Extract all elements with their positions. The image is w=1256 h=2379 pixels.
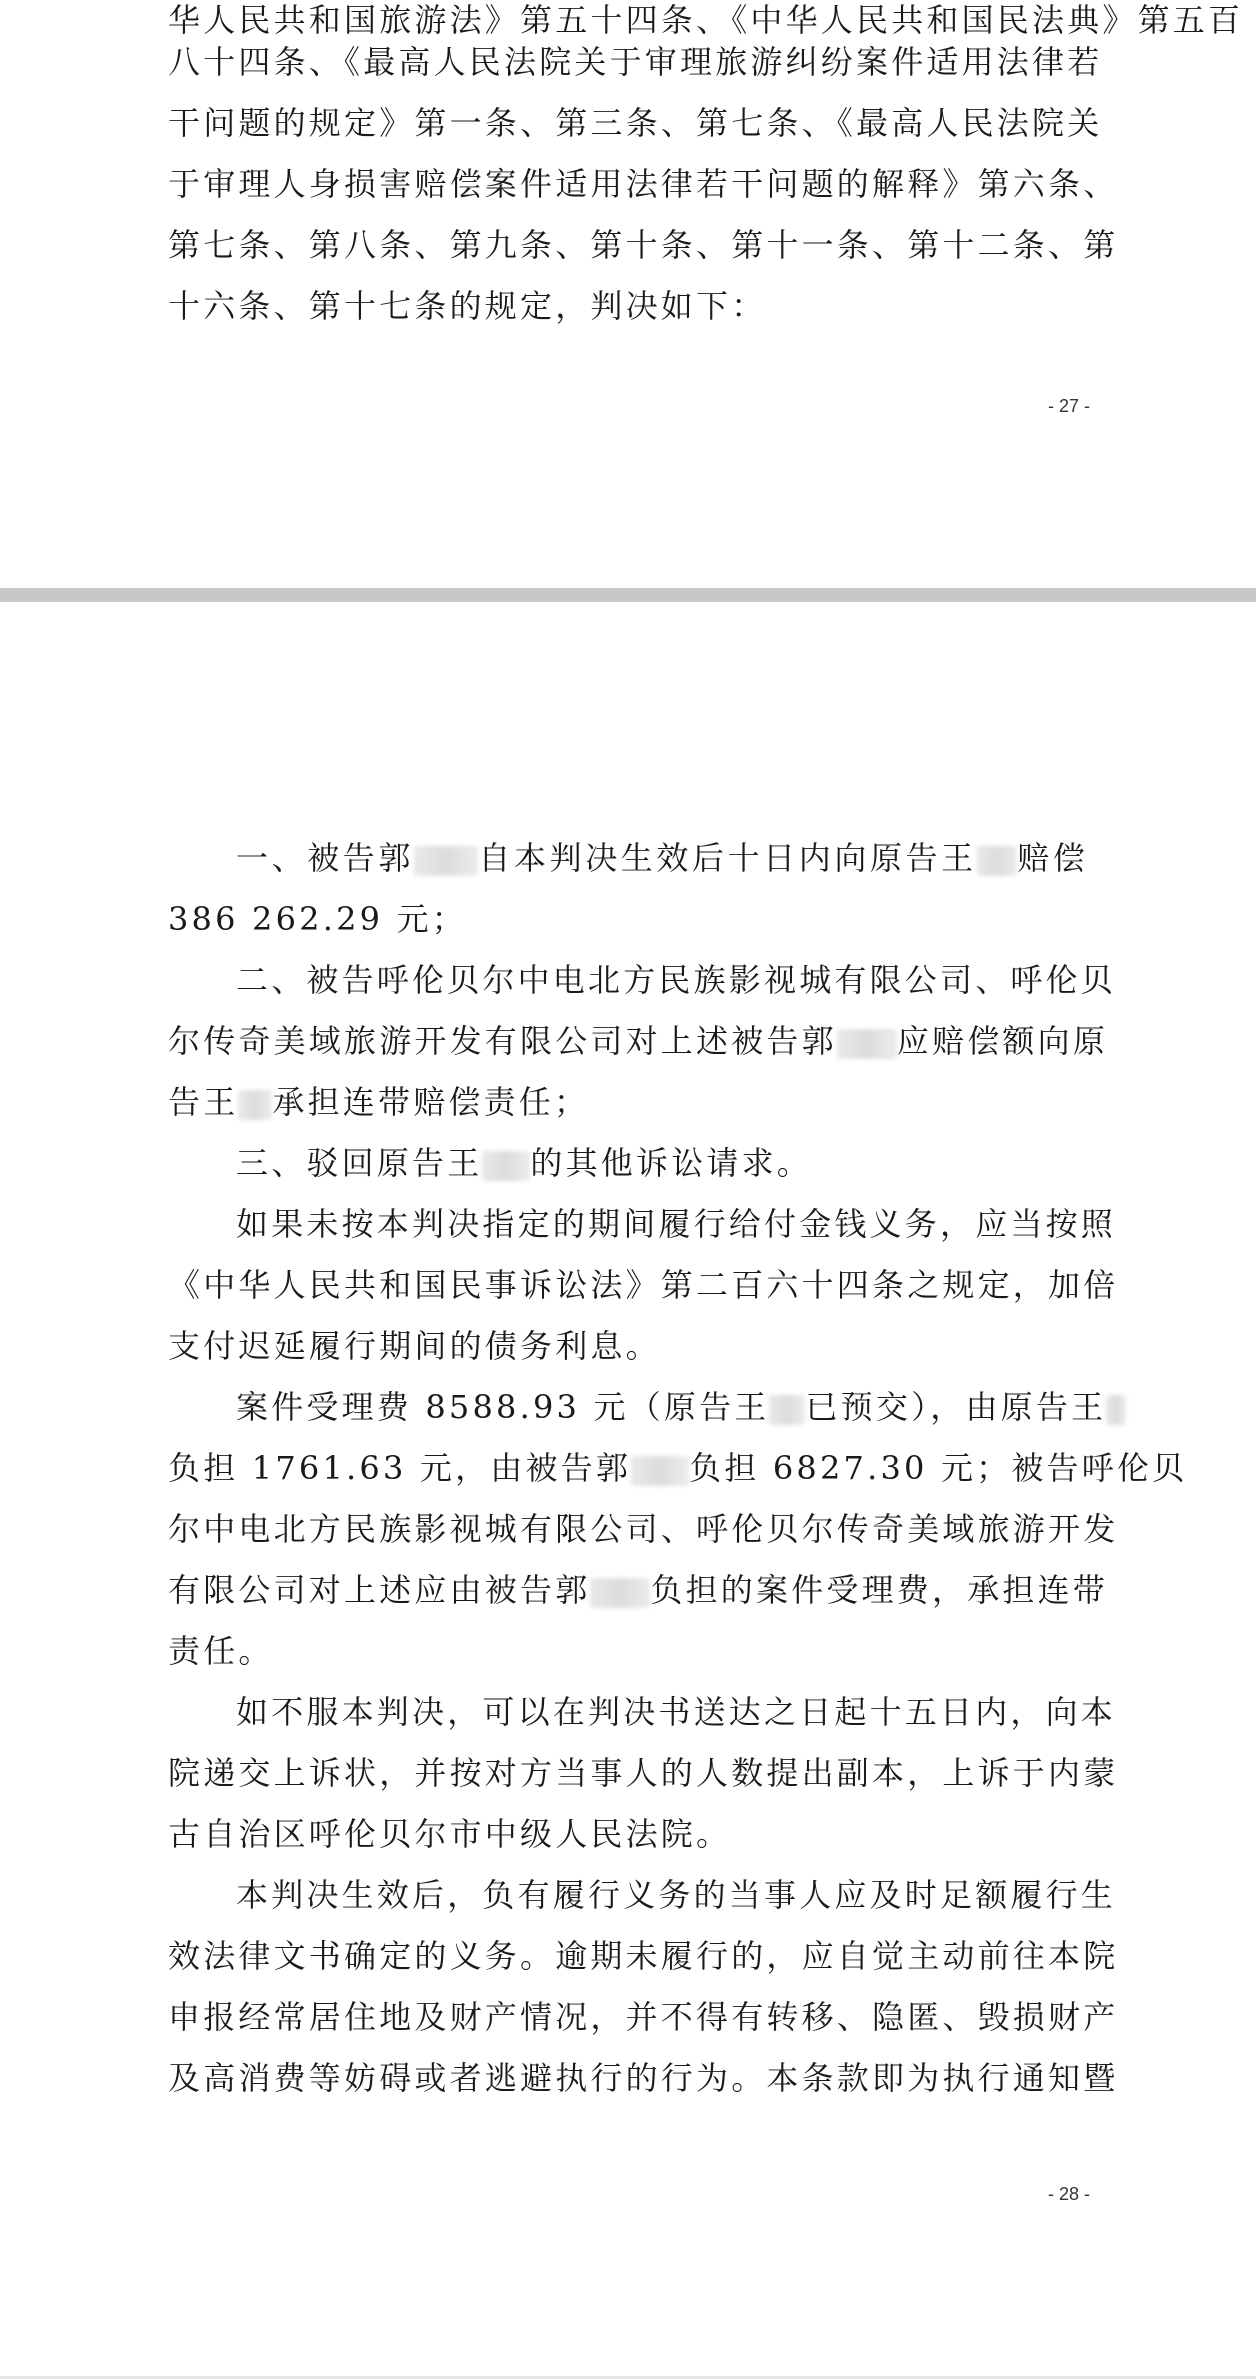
redacted-name xyxy=(482,1151,530,1181)
text-line: 支付迟延履行期间的债务利息。 xyxy=(168,1327,661,1365)
judgment-body xyxy=(168,828,1188,2109)
text-line: 及高消费等妨碍或者逃避执行的行为。本条款即为执行通知暨 xyxy=(168,2059,1119,2097)
text-line: 古自治区呼伦贝尔市中级人民法院。 xyxy=(168,1815,732,1853)
case-fee-paragraph: 案件受理费 8588.93 元（原告王 已预交），由原告王 xyxy=(168,1377,1088,1438)
redacted-name xyxy=(837,1029,897,1059)
redacted-name xyxy=(769,1395,805,1425)
text-line: 十六条、第十七条的规定，判决如下： xyxy=(168,287,767,325)
redacted-name xyxy=(238,1090,272,1120)
text-line: 第七条、第八条、第九条、第十条、第十一条、第十二条、第 xyxy=(168,226,1119,264)
partial-cut-line: 华人民共和国旅游法》第五十四条、《中华人民共和国民法典》第五百 xyxy=(168,1,1244,39)
page-number: - 28 - xyxy=(1047,2184,1090,2204)
text-line: 八十四条、《最高人民法院关于审理旅游纠纷案件适用法律若 xyxy=(168,43,1103,81)
appeal-paragraph: 如不服本判决，可以在判决书送达之日起十五日内，向本 xyxy=(236,1693,1117,1731)
judgment-item-3: 三、驳回原告王 的其他诉讼请求。 xyxy=(236,1144,813,1182)
judgment-item-1: 一、被告郭 自本判决生效后十日内向原告王 赔偿 xyxy=(236,839,1088,877)
text-line: 386 262.29 元； xyxy=(168,900,467,938)
text-line: 申报经常居住地及财产情况，并不得有转移、隐匿、毁损财产 xyxy=(168,1998,1119,2036)
text-line: 《中华人民共和国民事诉讼法》第二百六十四条之规定，加倍 xyxy=(168,1266,1119,1304)
text-line: 尔中电北方民族影视城有限公司、呼伦贝尔传奇美域旅游开发 xyxy=(168,1510,1119,1548)
text-line: 院递交上诉状，并按对方当事人的人数提出副本，上诉于内蒙 xyxy=(168,1754,1119,1792)
judgment-item-2: 二、被告呼伦贝尔中电北方民族影视城有限公司、呼伦贝 xyxy=(236,961,1117,999)
document-page-27 xyxy=(0,0,1256,588)
text-line: 负担 1761.63 元，由被告郭 负担 6827.30 元；被告呼伦贝 xyxy=(168,1449,1188,1487)
redacted-name xyxy=(631,1456,689,1486)
page-separator xyxy=(0,588,1256,602)
text-line: 于审理人身损害赔偿案件适用法律若干问题的解释》第六条、 xyxy=(168,165,1119,203)
redacted-name xyxy=(1106,1395,1126,1425)
text-line: 有限公司对上述应由被告郭 负担的案件受理费，承担连带 xyxy=(168,1571,1109,1609)
text-line: 尔传奇美域旅游开发有限公司对上述被告郭 应赔偿额向原 xyxy=(168,1022,1109,1060)
judgment-basis-paragraph xyxy=(168,1,1244,337)
redacted-name xyxy=(414,846,478,876)
document-page-28 xyxy=(0,602,1256,2379)
text-line: 告王 承担连带赔偿责任； xyxy=(168,1083,590,1121)
redacted-name xyxy=(977,846,1017,876)
text-line: 责任。 xyxy=(168,1632,274,1670)
interest-paragraph: 如果未按本判决指定的期间履行给付金钱义务，应当按照 xyxy=(236,1205,1117,1243)
text-line: 效法律文书确定的义务。逾期未履行的，应自觉主动前往本院 xyxy=(168,1937,1119,1975)
text-line: 干问题的规定》第一条、第三条、第七条、《最高人民法院关 xyxy=(168,104,1103,142)
redacted-name xyxy=(590,1578,650,1608)
page-number: - 27 - xyxy=(1047,396,1090,416)
execution-paragraph: 本判决生效后，负有履行义务的当事人应及时足额履行生 xyxy=(236,1876,1117,1914)
